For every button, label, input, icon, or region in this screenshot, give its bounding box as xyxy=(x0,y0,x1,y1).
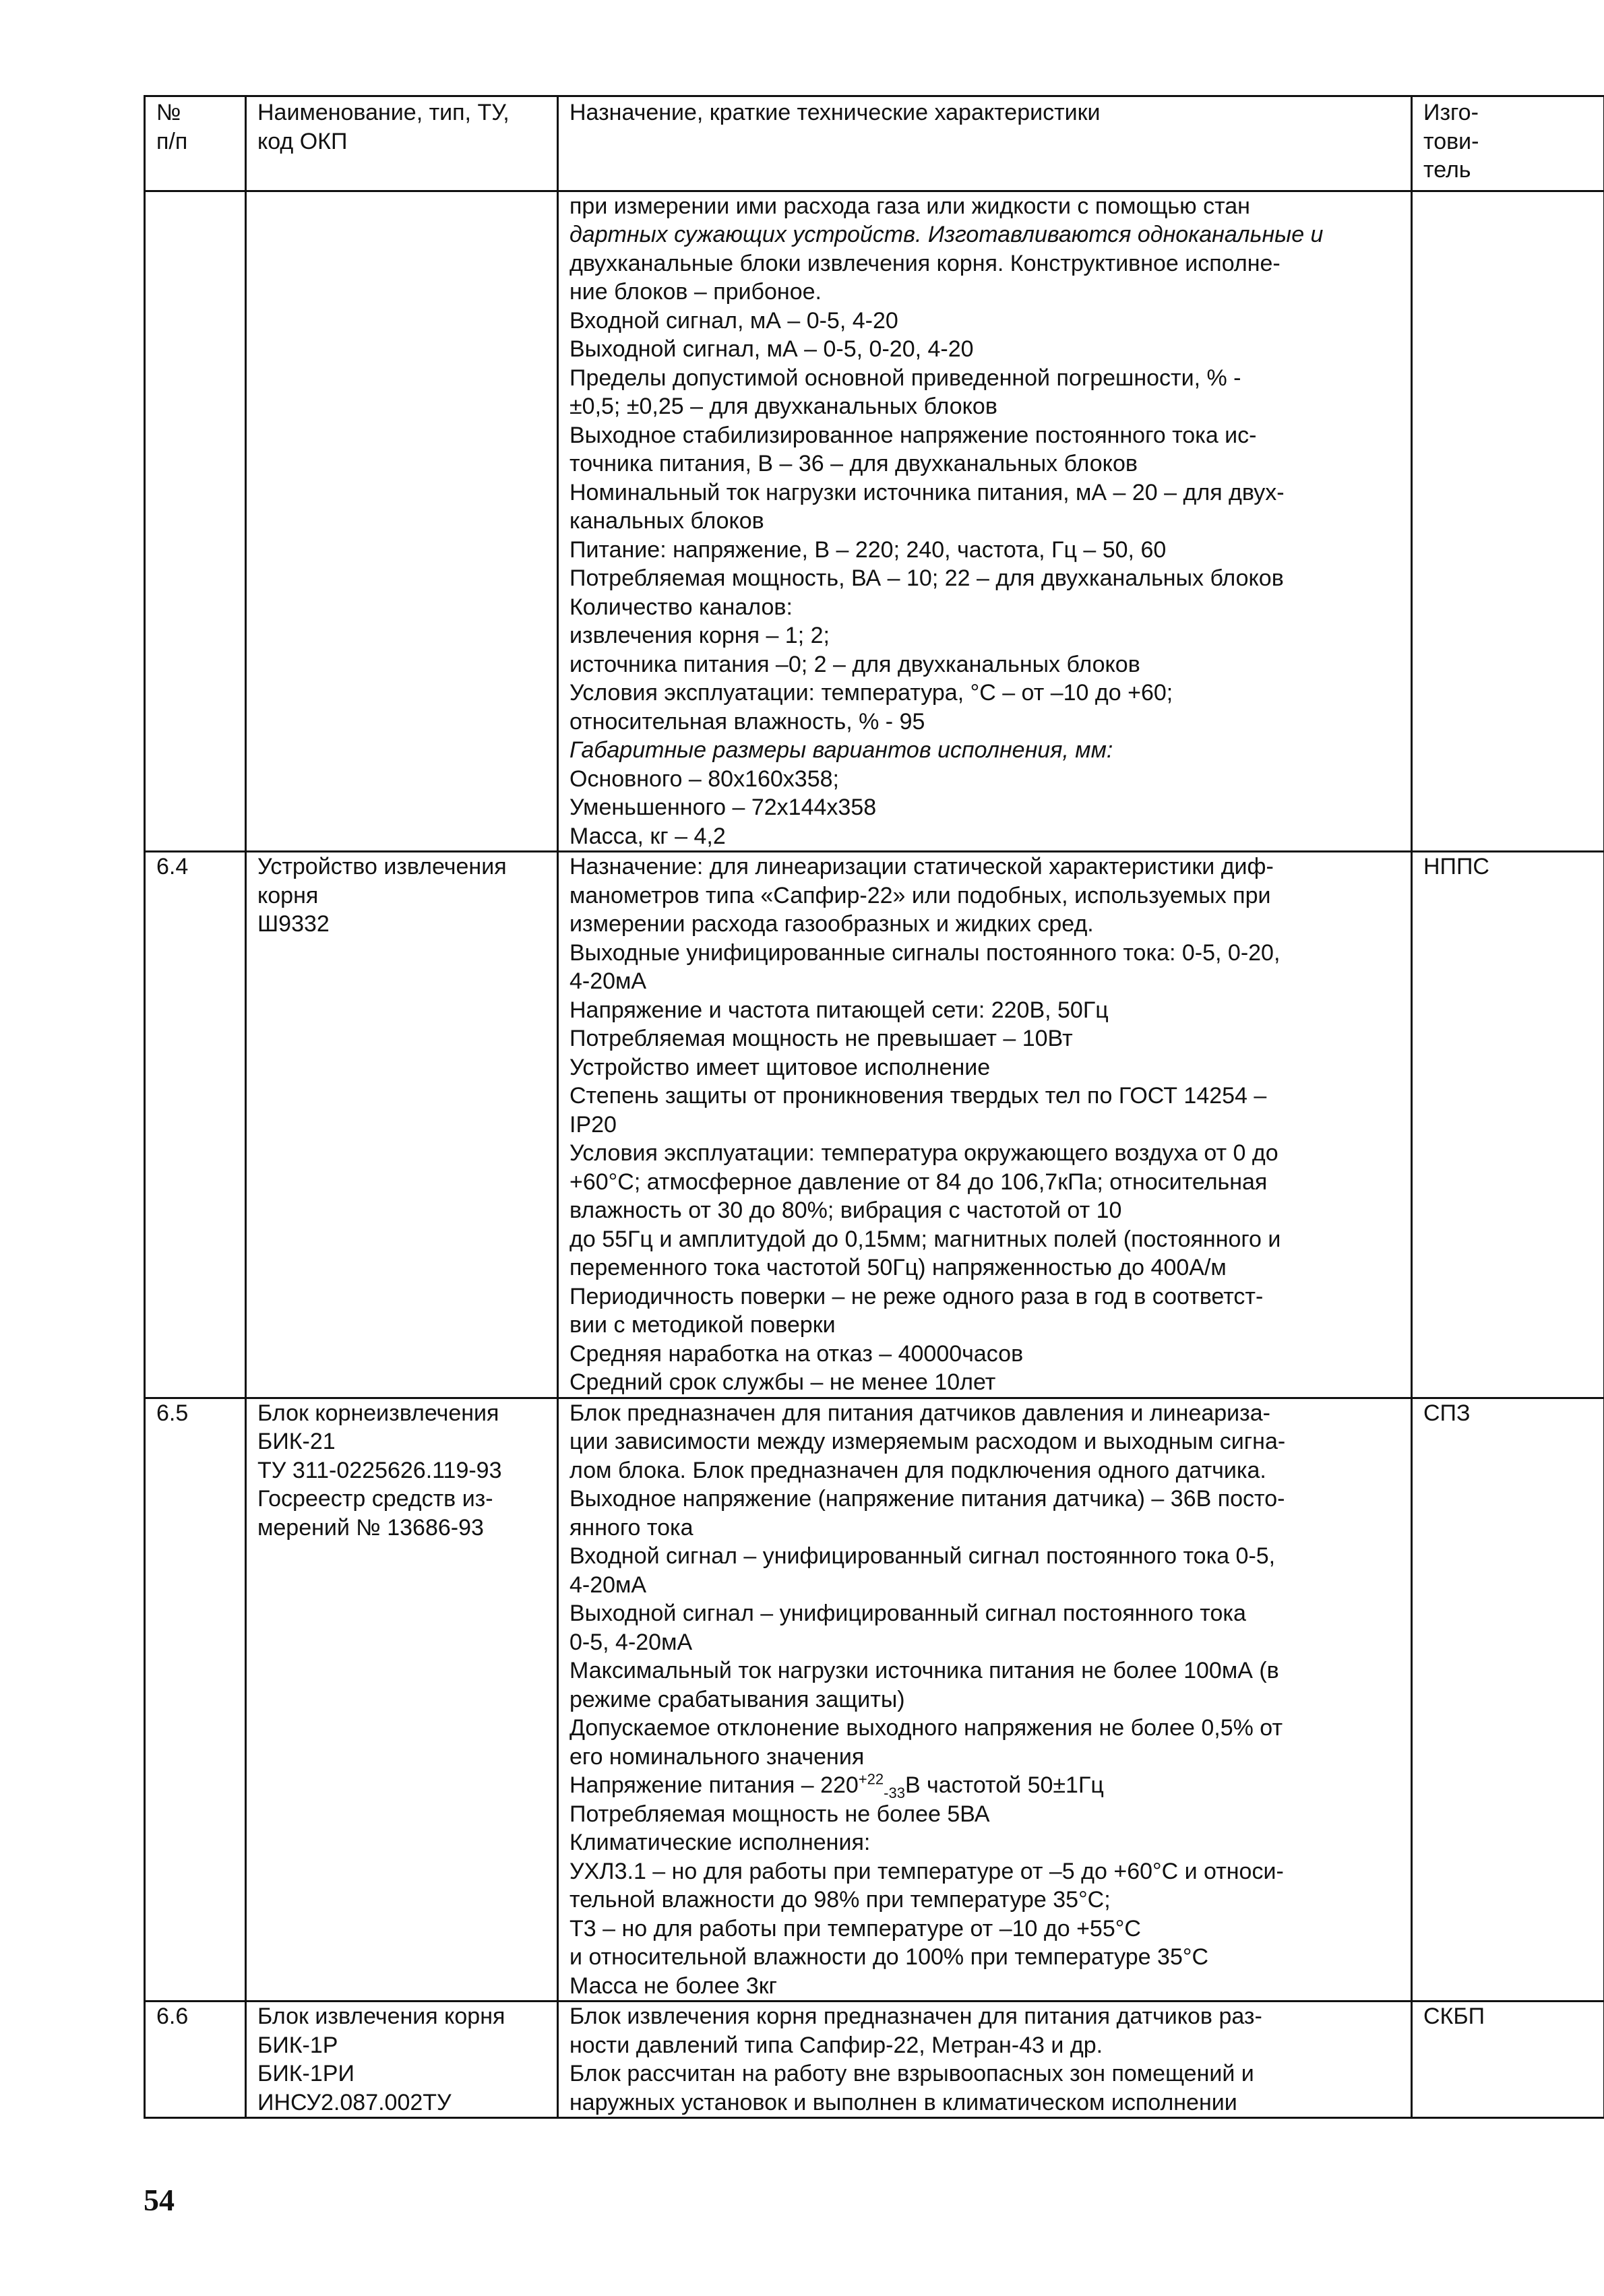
header-name: Наименование, тип, ТУ, код ОКП xyxy=(246,96,558,191)
table-row xyxy=(145,852,1604,1398)
table-row xyxy=(145,1398,1604,2002)
row-number: 6.6 xyxy=(145,2002,246,2118)
header-description: Назначение, краткие технические характеристики xyxy=(558,96,1412,191)
supply-voltage-line: Напряжение питания – $220^{+22}_{-33}В$ частотой 50±1Гц xyxy=(569,1770,1104,1801)
table-header-row xyxy=(145,96,1604,191)
row-name: Устройство извлечения корня Ш9332 xyxy=(246,852,558,1398)
row-description: Блок извлечения корня предназначен для питания датчиков раз- ности давлений типа Сапфир-22, Метран-43 и др. Блок рассчитан на работу вне взрывоопасных зон помещений и наружных установок и выполнен в климатическом исполнении xyxy=(558,2002,1412,2118)
row-manufacturer: СКБП xyxy=(1412,2002,1604,2118)
row-manufacturer xyxy=(1412,191,1604,852)
row-description: Блок предназначен для питания датчиков давления и линеариза- ции зависимости между измеряемым расходом и выходным сигна- лом блока. Блок предназначен для подключения одного датчика. Выходное напряжение (напряжение питания датчика) – 36В посто- янного тока Входной сигнал – унифицированный сигнал постоянного тока 0-5, 4-20мА Выходной сигнал – унифицированный сигнал постоянного тока 0-5, 4-20мА Максимальный ток нагрузки источника питания не более 100мА (в режиме срабатывания защиты) Допускаемое отклонение выходного напряжения не более 0,5% от его номинального значения Напряжение питания – $220^{+22}_{-33}В$ частотой 50±1Гц Потребляемая мощность не более 5ВА Климатические исполнения: УХЛ3.1 – но для работы при температуре от –5 до +60°С и относи- тельной влажности до 98% при температуре 35°С; Т3 – но для работы при температуре от –10 до +55°С и относительной влажности до 100% при температуре 35°С Масса не более 3кг xyxy=(558,1398,1412,2002)
row-name: Блок корнеизвлечения БИК-21 ТУ 311-0225626.119-93 Госреестр средств из- мерений № 13686-93 xyxy=(246,1398,558,2002)
row-number: 6.4 xyxy=(145,852,246,1398)
row-number xyxy=(145,191,246,852)
row-description: Назначение: для линеаризации статической характеристики диф- манометров типа «Сапфир-22» или подобных, используемых при измерении расхода газообразных и жидких сред. Выходные унифицированные сигналы постоянного тока: 0-5, 0-20, 4-20мА Напряжение и частота питающей сети: 220В, 50Гц Потребляемая мощность не превышает – 10Вт Устройство имеет щитовое исполнение Степень защиты от проникновения твердых тел по ГОСТ 14254 – IP20 Условия эксплуатации: температура окружающего воздуха от 0 до +60°С; атмосферное давление от 84 до 106,7кПа; относительная влажность от 30 до 80%; вибрация с частотой от 10 до 55Гц и амплитудой до 0,15мм; магнитных полей (постоянного и переменного тока частотой 50Гц) напряженностью до 400А/м Периодичность поверки – не реже одного раза в год в соответст- вии с методикой поверки Средняя наработка на отказ – 40000часов Средний срок службы – не менее 10лет xyxy=(558,852,1412,1398)
page-number: 54 xyxy=(144,2183,175,2217)
row-manufacturer: НППС xyxy=(1412,852,1604,1398)
header-number: № п/п xyxy=(145,96,246,191)
row-name xyxy=(246,191,558,852)
header-manufacturer: Изго- тови- тель xyxy=(1412,96,1604,191)
specification-table xyxy=(144,95,1604,2119)
table-row xyxy=(145,191,1604,852)
row-name: Блок извлечения корня БИК-1Р БИК-1РИ ИНСУ2.087.002ТУ xyxy=(246,2002,558,2118)
row-description: при измерении ими расхода газа или жидкости с помощью стан дартных сужающих устройств. Изготавливаются одноканальные и двухканальные блоки извлечения корня. Конструктивное исполне- ние блоков – прибоное. Входной сигнал, мА – 0-5, 4-20 Выходной сигнал, мА – 0-5, 0-20, 4-20 Пределы допустимой основной приведенной погрешности, % - ±0,5; ±0,25 – для двухканальных блоков Выходное стабилизированное напряжение постоянного тока ис- точника питания, В – 36 – для двухканальных блоков Номинальный ток нагрузки источника питания, мА – 20 – для двух- канальных блоков Питание: напряжение, В – 220; 240, частота, Гц – 50, 60 Потребляемая мощность, ВА – 10; 22 – для двухканальных блоков Количество каналов: извлечения корня – 1; 2; источника питания –0; 2 – для двухканальных блоков Условия эксплуатации: температура, °С – от –10 до +60; относительная влажность, % - 95 Габаритные размеры вариантов исполнения, мм: Основного – 80x160x358; Уменьшенного – 72x144x358 Масса, кг – 4,2 xyxy=(558,191,1412,852)
table-row xyxy=(145,2002,1604,2118)
row-manufacturer: СПЗ xyxy=(1412,1398,1604,2002)
row-number: 6.5 xyxy=(145,1398,246,2002)
